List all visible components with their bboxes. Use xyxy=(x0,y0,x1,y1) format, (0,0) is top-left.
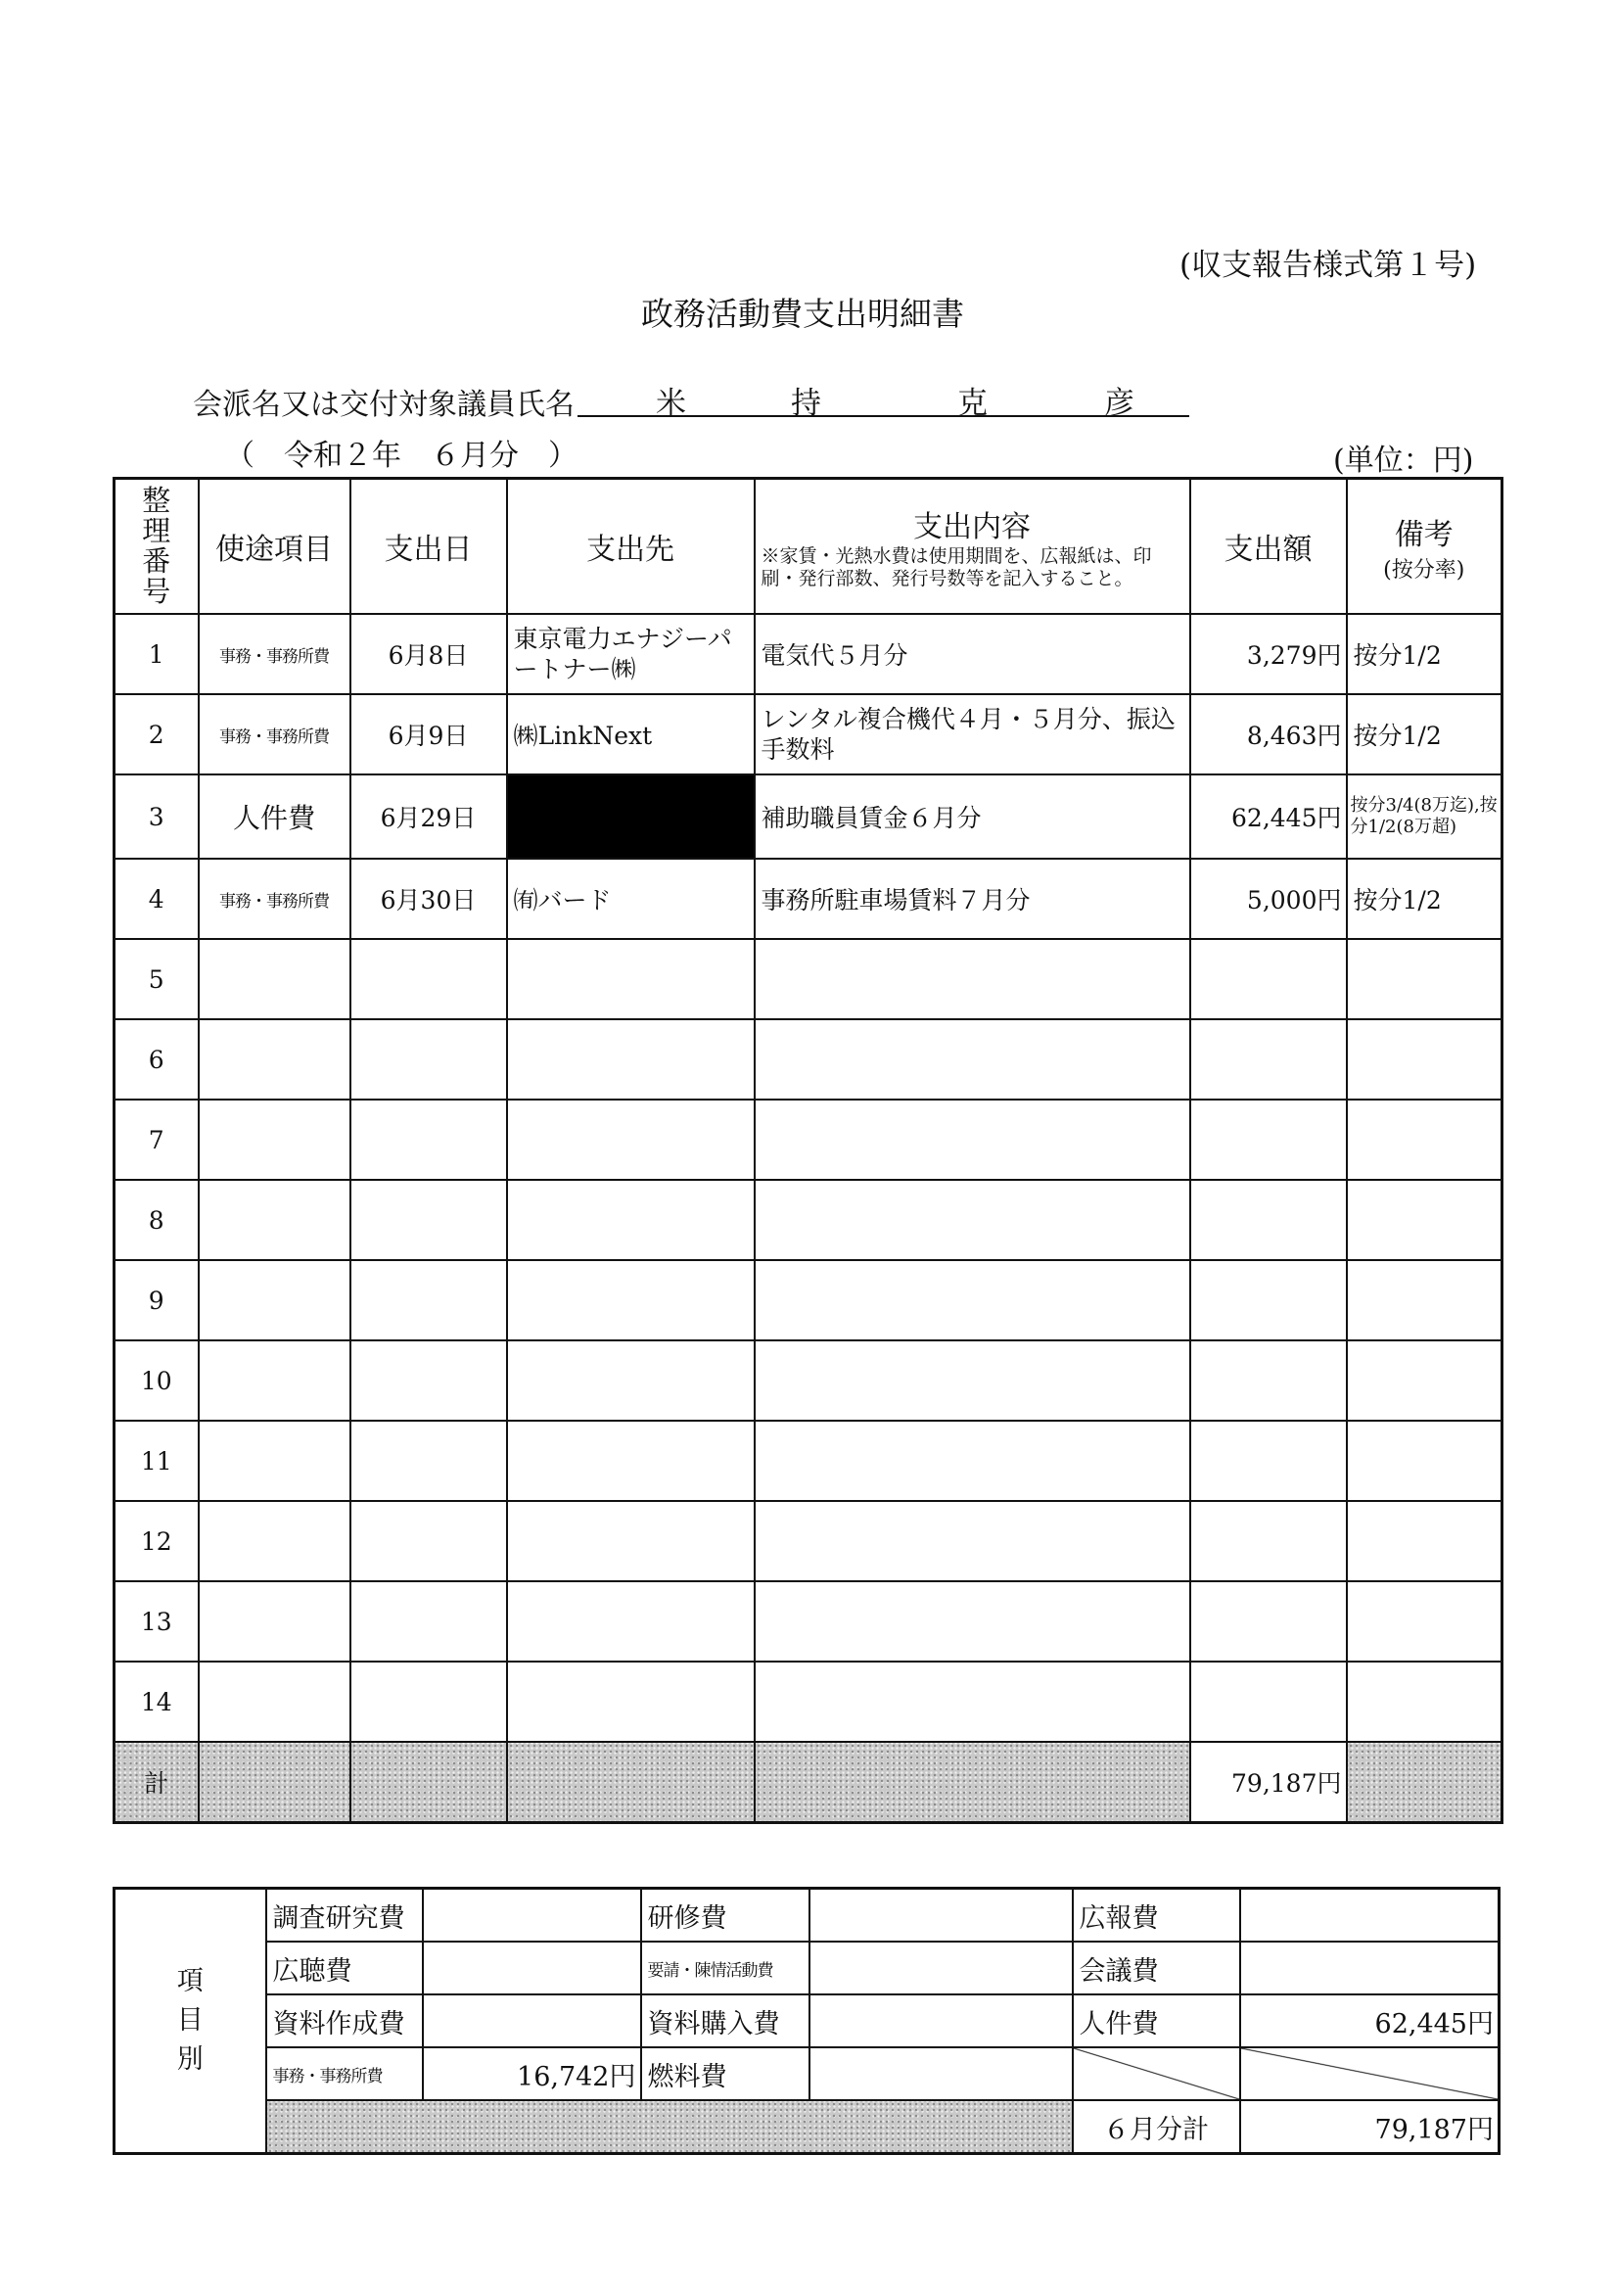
name-char: 彦 xyxy=(1104,386,1134,421)
redacted-payee xyxy=(507,774,755,859)
row-amount: 62,445円 xyxy=(1190,774,1347,859)
row-date: 6月29日 xyxy=(350,774,507,859)
category-label: 広聴費 xyxy=(266,1942,423,1994)
total-label: 計 xyxy=(115,1742,199,1823)
category-label: 研修費 xyxy=(641,1889,809,1943)
row-date: 6月8日 xyxy=(350,614,507,694)
table-row xyxy=(115,1260,1502,1340)
table-row xyxy=(115,1581,1502,1662)
row-no: 2 xyxy=(115,694,199,774)
table-row xyxy=(115,774,1502,859)
month-total-value: 79,187円 xyxy=(1240,2100,1500,2154)
header-payee: 支出先 xyxy=(507,479,755,615)
row-no: 13 xyxy=(115,1581,199,1662)
table-header-row xyxy=(115,479,1502,615)
row-date: 6月30日 xyxy=(350,859,507,939)
table-row xyxy=(115,1662,1502,1742)
category-value: 62,445円 xyxy=(1240,1994,1500,2047)
table-row xyxy=(115,1180,1502,1260)
category-value xyxy=(809,1994,1073,2047)
row-remarks: 按分1/2 xyxy=(1347,694,1502,774)
category-value xyxy=(809,1889,1073,1943)
name-label: 会派名又は交付対象議員氏名 xyxy=(193,388,575,422)
row-remarks: 按分3/4(8万迄),按分1/2(8万超) xyxy=(1347,774,1502,859)
header-remarks: 備考 (按分率) xyxy=(1347,479,1502,615)
category-label: 調査研究費 xyxy=(266,1889,423,1943)
category-label: 会議費 xyxy=(1073,1942,1240,1994)
unit-label: (単位：円) xyxy=(1333,444,1474,478)
header-date: 支出日 xyxy=(350,479,507,615)
category-label: 資料購入費 xyxy=(641,1994,809,2047)
row-purpose: 事務・事務所費 xyxy=(199,694,350,774)
row-no: 9 xyxy=(115,1260,199,1340)
blank-cell xyxy=(1240,2047,1500,2100)
row-no: 12 xyxy=(115,1501,199,1581)
category-table xyxy=(113,1887,1501,2155)
category-label: 事務・事務所費 xyxy=(266,2047,423,2100)
category-label: 資料作成費 xyxy=(266,1994,423,2047)
row-content: 事務所駐車場賃料７月分 xyxy=(755,859,1190,939)
category-label: 人件費 xyxy=(1073,1994,1240,2047)
category-value xyxy=(423,1994,641,2047)
blank-cell xyxy=(1073,2047,1240,2100)
row-remarks: 按分1/2 xyxy=(1347,859,1502,939)
category-value: 16,742円 xyxy=(423,2047,641,2100)
row-payee: 東京電力エナジーパートナー㈱ xyxy=(507,614,755,694)
row-amount: 3,279円 xyxy=(1190,614,1347,694)
table-row xyxy=(115,1421,1502,1501)
category-row xyxy=(115,1994,1500,2047)
row-amount: 5,000円 xyxy=(1190,859,1347,939)
row-no: 5 xyxy=(115,939,199,1019)
total-row xyxy=(115,1742,1502,1823)
row-content: 電気代５月分 xyxy=(755,614,1190,694)
category-label: 燃料費 xyxy=(641,2047,809,2100)
row-no: 14 xyxy=(115,1662,199,1742)
row-payee: ㈲バード xyxy=(507,859,755,939)
row-no: 8 xyxy=(115,1180,199,1260)
table-row xyxy=(115,1340,1502,1421)
month-total-label: ６月分計 xyxy=(1073,2100,1240,2154)
category-label: 要請・陳情活動費 xyxy=(641,1942,809,1994)
category-label: 広報費 xyxy=(1073,1889,1240,1943)
row-no: 7 xyxy=(115,1100,199,1180)
member-name xyxy=(578,374,1189,421)
header-purpose: 使途項目 xyxy=(199,479,350,615)
row-no: 11 xyxy=(115,1421,199,1501)
row-purpose: 事務・事務所費 xyxy=(199,614,350,694)
shaded-area xyxy=(266,2100,1073,2154)
row-no: 1 xyxy=(115,614,199,694)
header-no: 整理番号 xyxy=(115,479,199,615)
name-char: 米 xyxy=(656,386,686,421)
category-value xyxy=(1240,1942,1500,1994)
row-payee: ㈱LinkNext xyxy=(507,694,755,774)
row-no: 10 xyxy=(115,1340,199,1421)
category-side-label: 項 目 別 xyxy=(115,1889,266,2154)
table-row xyxy=(115,1019,1502,1100)
category-value xyxy=(423,1942,641,1994)
category-value xyxy=(1240,1889,1500,1943)
name-char: 克 xyxy=(957,386,988,421)
header-amount: 支出額 xyxy=(1190,479,1347,615)
expense-table xyxy=(113,477,1503,1824)
table-row xyxy=(115,939,1502,1019)
total-amount: 79,187円 xyxy=(1190,1742,1347,1823)
table-row xyxy=(115,614,1502,694)
table-row xyxy=(115,1100,1502,1180)
header-content: 支出内容 ※家賃・光熱水費は使用期間を、広報紙は、印刷・発行部数、発行号数等を記入すること。 xyxy=(755,479,1190,615)
row-purpose: 人件費 xyxy=(199,774,350,859)
row-remarks: 按分1/2 xyxy=(1347,614,1502,694)
category-value xyxy=(809,2047,1073,2100)
category-value xyxy=(423,1889,641,1943)
row-no: 6 xyxy=(115,1019,199,1100)
row-no: 4 xyxy=(115,859,199,939)
form-number: (収支報告様式第１号) xyxy=(1179,248,1477,283)
row-purpose: 事務・事務所費 xyxy=(199,859,350,939)
category-row xyxy=(115,1889,1500,1943)
report-period: （ 令和２年 ６月分 ） xyxy=(225,439,578,473)
category-row xyxy=(115,2047,1500,2100)
table-row xyxy=(115,859,1502,939)
row-content: 補助職員賃金６月分 xyxy=(755,774,1190,859)
category-row xyxy=(115,1942,1500,1994)
row-no: 3 xyxy=(115,774,199,859)
row-amount: 8,463円 xyxy=(1190,694,1347,774)
category-total-row xyxy=(115,2100,1500,2154)
row-date: 6月9日 xyxy=(350,694,507,774)
table-row xyxy=(115,694,1502,774)
category-value xyxy=(809,1942,1073,1994)
row-content: レンタル複合機代４月・５月分、振込手数料 xyxy=(755,694,1190,774)
name-char: 持 xyxy=(791,386,821,421)
table-row xyxy=(115,1501,1502,1581)
document-title: 政務活動費支出明細書 xyxy=(641,295,964,333)
